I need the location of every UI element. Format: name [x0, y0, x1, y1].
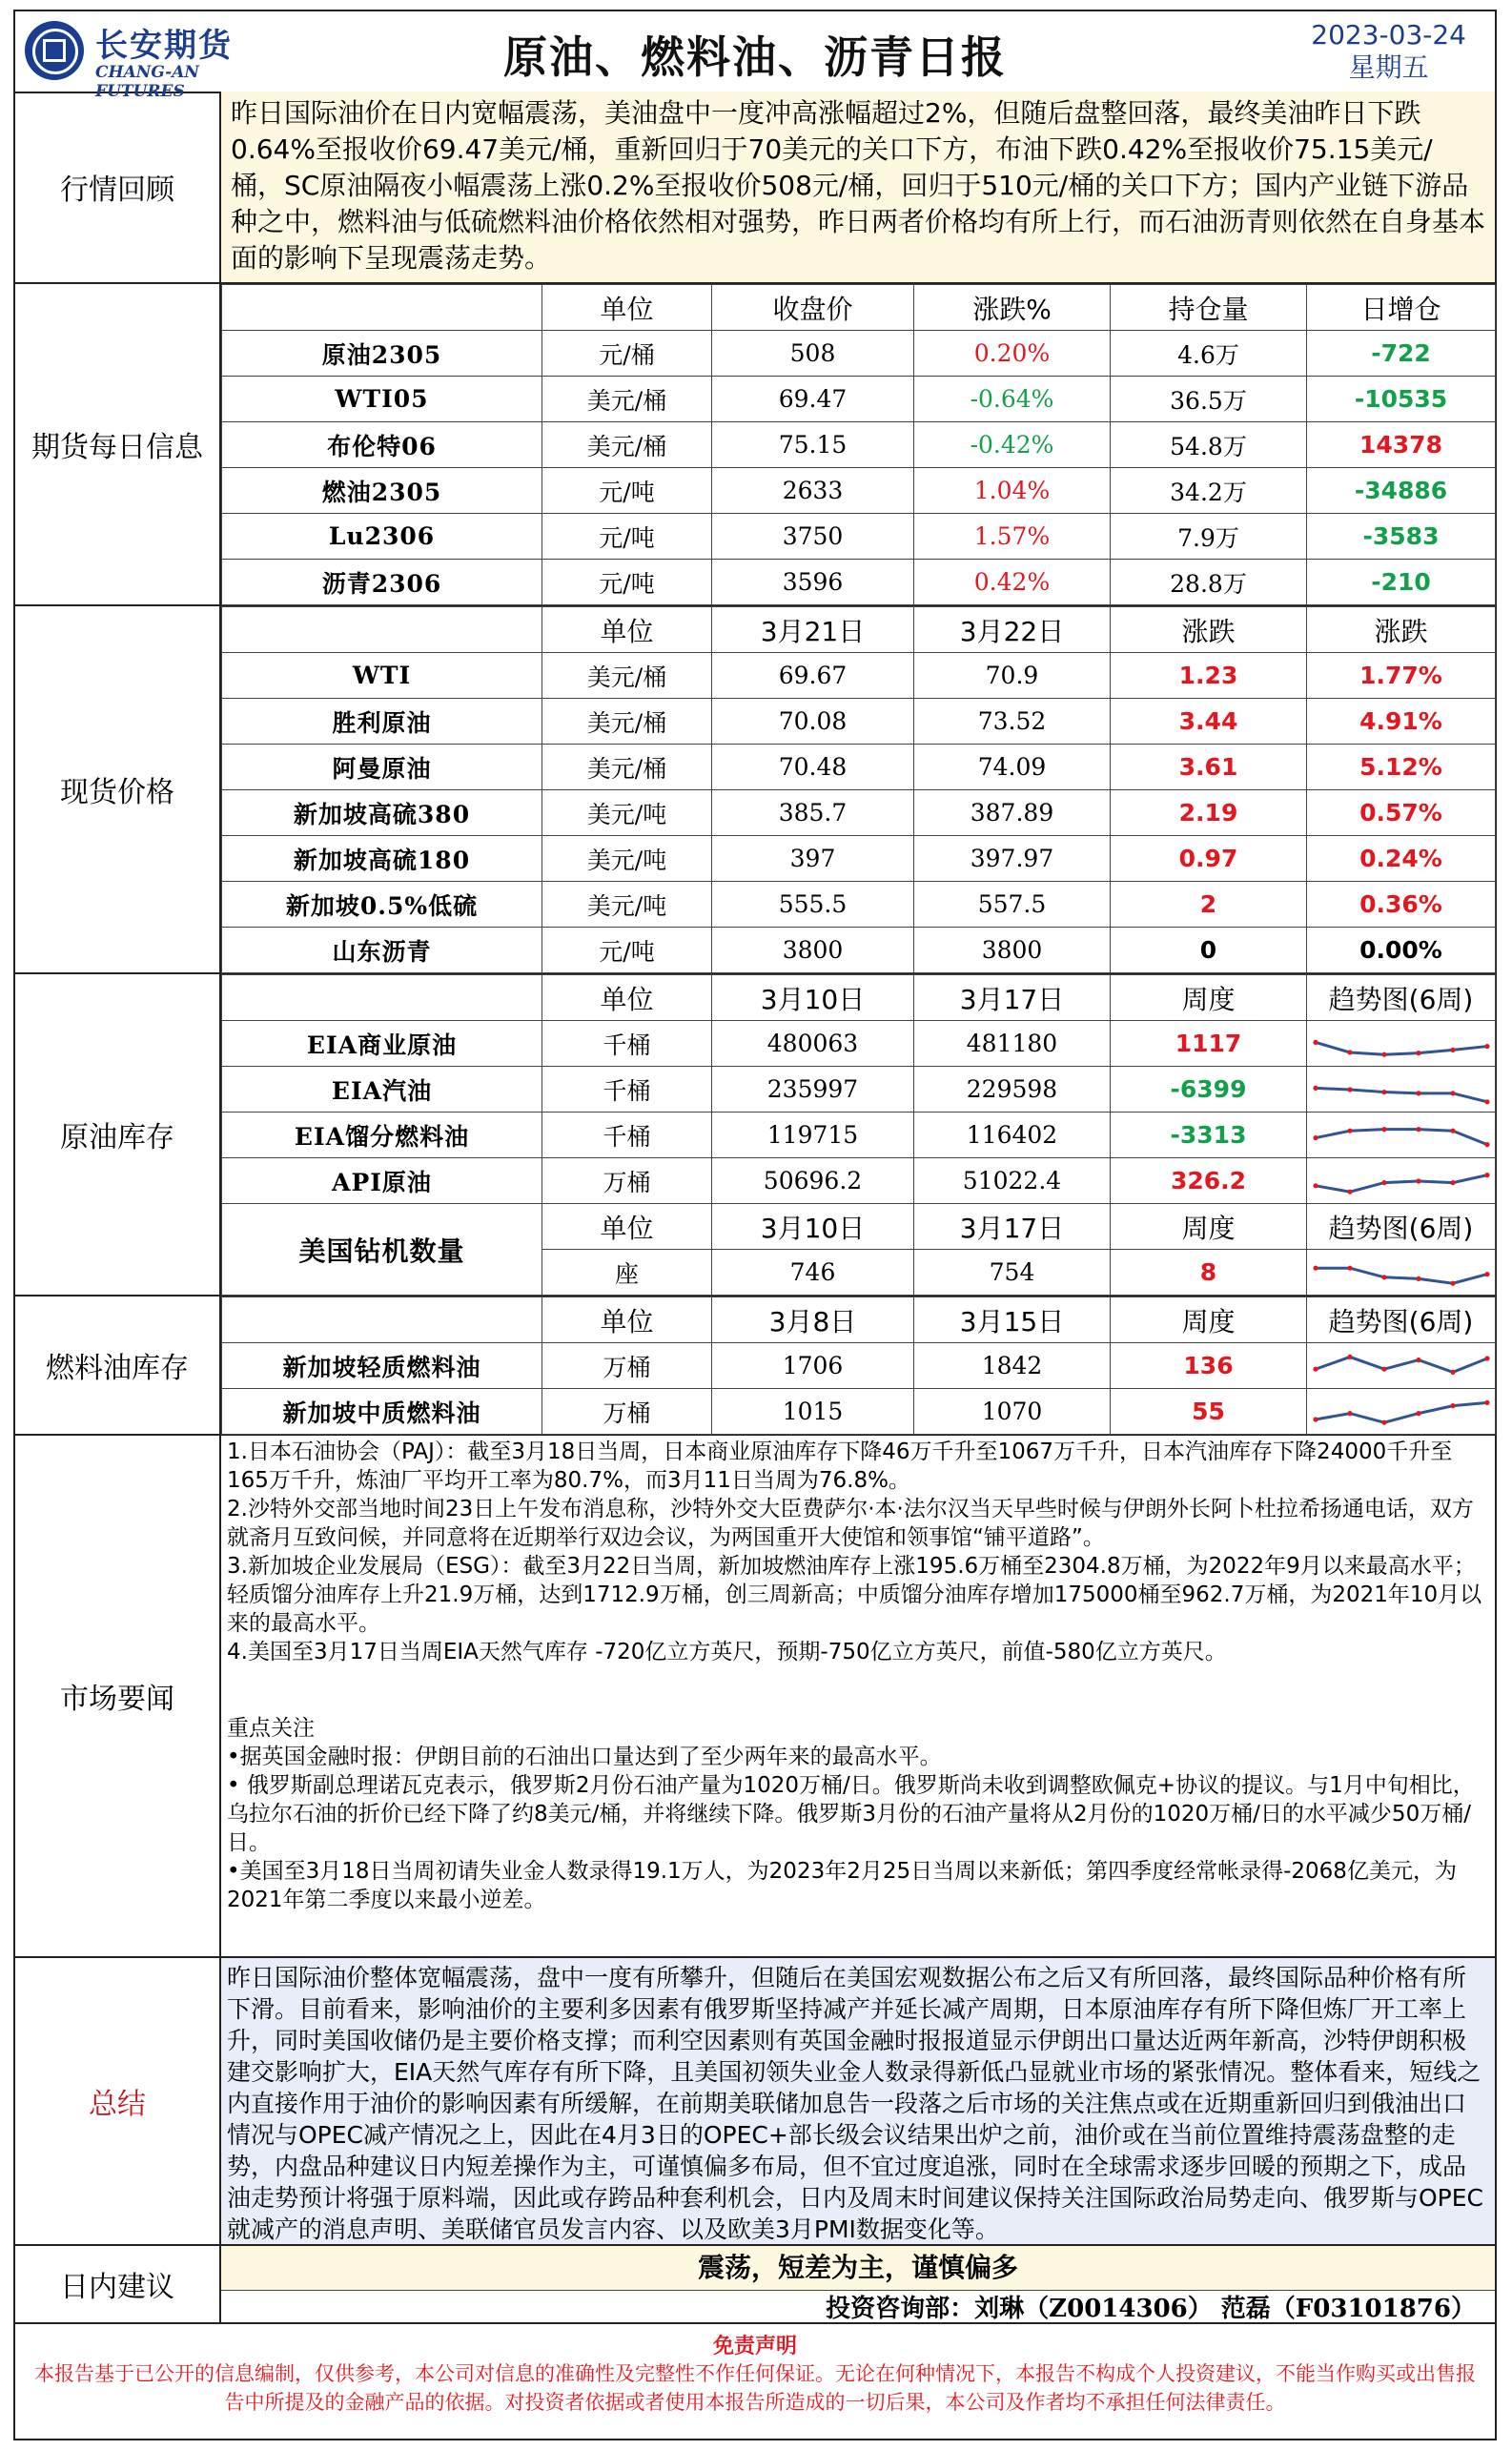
inventory-name: EIA商业原油: [222, 1021, 542, 1067]
column-header: [222, 975, 542, 1021]
header-row: [222, 1297, 1496, 1343]
change-percent: 1.57%: [914, 514, 1111, 560]
column-header: 涨跌: [1111, 607, 1307, 653]
unit-cell: 元/吨: [542, 514, 712, 560]
advice-text: 震荡，短差为主，谨慎偏多: [221, 2246, 1495, 2291]
unit-cell: 座: [542, 1250, 712, 1296]
open-interest: 34.2万: [1111, 468, 1307, 514]
unit-cell: 元/吨: [542, 468, 712, 514]
table-row: [222, 468, 1496, 514]
weekly-change: -3313: [1111, 1113, 1307, 1158]
table-row: [222, 1343, 1496, 1389]
price-change: 2: [1111, 882, 1307, 928]
unit-cell: 万桶: [542, 1343, 712, 1389]
section-news: [15, 1436, 1495, 1958]
trend-cell: [1307, 1113, 1496, 1158]
review-text: 昨日国际油价在日内宽幅震荡，美油盘中一度冲高涨幅超过2%，但随后盘整回落，最终美油昨日下跌0.64%至报收价69.47美元/桶，重新回归于70美元的关口下方，布油下跌0.42%至报收价75.15美元/桶，SC原油隔夜小幅震荡上涨0.2%至报收价508元/桶，回归于510元/桶的关口下方；国内产业链下游品种之中，燃料油与低硫燃料油价格依然相对强势，昨日两者价格均有所上行，而石油沥青则依然在自身基本面的影响下呈现震荡走势。: [221, 92, 1495, 282]
price-change-percent: 0.00%: [1307, 928, 1496, 973]
inventory-week1: 235997: [712, 1067, 914, 1113]
oi-change: -34886: [1307, 468, 1496, 514]
section-review: [15, 92, 1495, 284]
sparkline-path: [1316, 1088, 1487, 1101]
inventory-week2: 229598: [914, 1067, 1111, 1113]
inventory-week1: 50696.2: [712, 1158, 914, 1204]
sparkline-point: [1484, 1272, 1489, 1276]
futures-label: 期货每日信息: [15, 284, 221, 604]
instrument-name: 原油2305: [222, 331, 542, 377]
inventory-week2: 1070: [914, 1389, 1111, 1435]
oi-change: -722: [1307, 331, 1496, 377]
unit-cell: 美元/吨: [542, 882, 712, 928]
rig-header-row: [222, 1204, 1496, 1250]
table-row: [222, 928, 1496, 973]
column-header: 收盘价: [712, 285, 914, 331]
inventory-week1: 1015: [712, 1389, 914, 1435]
trend-cell: [1307, 1021, 1496, 1067]
spot-name: 胜利原油: [222, 699, 542, 745]
column-header: 周度: [1111, 1297, 1307, 1343]
instrument-name: 燃油2305: [222, 468, 542, 514]
report-title: 原油、燃料油、沥青日报: [503, 31, 1007, 83]
news-item: 4.美国至3月17日当周EIA天然气库存 -720亿立方英尺，预期-750亿立方英尺，前值-580亿立方英尺。: [227, 1640, 1227, 1664]
inventory-name: API原油: [222, 1158, 542, 1204]
sparkline-point: [1416, 1127, 1420, 1132]
sparkline-point: [1313, 1366, 1318, 1371]
oi-change: 14378: [1307, 422, 1496, 468]
review-label: 行情回顾: [15, 92, 221, 282]
inventory-week1: 1706: [712, 1343, 914, 1389]
header-row: [222, 607, 1496, 653]
sparkline-point: [1450, 1091, 1455, 1095]
report-date: [1311, 19, 1466, 84]
column-header: 趋势图(6周): [1307, 1204, 1496, 1250]
column-header: 3月17日: [914, 975, 1111, 1021]
inventory-name: 新加坡轻质燃料油: [222, 1343, 542, 1389]
price-day2: 3800: [914, 928, 1111, 973]
sparkline-point: [1313, 1265, 1318, 1270]
column-header: 单位: [542, 1204, 712, 1250]
sparkline-point: [1484, 1099, 1489, 1104]
column-header: [222, 1297, 542, 1343]
instrument-name: 沥青2306: [222, 560, 542, 605]
price-day1: 70.08: [712, 699, 914, 745]
unit-cell: 美元/桶: [542, 699, 712, 745]
inventory-name: EIA馏分燃料油: [222, 1113, 542, 1158]
table-row: [222, 560, 1496, 605]
consultant-info: 投资咨询部：刘琳（Z0014306） 范磊（F03101876）: [826, 2295, 1476, 2323]
unit-cell: 元/桶: [542, 331, 712, 377]
close-price: 69.47: [712, 377, 914, 422]
trend-cell: [1307, 1158, 1496, 1204]
column-header: 日增仓: [1307, 285, 1496, 331]
sparkline-point: [1347, 1128, 1352, 1133]
spot-name: WTI: [222, 653, 542, 699]
instrument-name: Lu2306: [222, 514, 542, 560]
section-fuel-inventory: [15, 1296, 1495, 1436]
weekly-change: -6399: [1111, 1067, 1307, 1113]
sparkline-point: [1450, 1047, 1455, 1051]
table-row: [222, 1113, 1496, 1158]
crude-inventory-table: [221, 974, 1496, 1296]
column-header: [222, 285, 542, 331]
open-interest: 4.6万: [1111, 331, 1307, 377]
sparkline-point: [1484, 1399, 1489, 1404]
sparkline-point: [1381, 1419, 1386, 1424]
sparkline-point: [1381, 1180, 1386, 1185]
sparkline-point: [1381, 1127, 1386, 1132]
table-row: [222, 836, 1496, 882]
price-day2: 73.52: [914, 699, 1111, 745]
unit-cell: 美元/桶: [542, 422, 712, 468]
sparkline-point: [1347, 1354, 1352, 1358]
price-day2: 70.9: [914, 653, 1111, 699]
logo-text-en: CHANG-AN FUTURES: [95, 63, 199, 101]
unit-cell: 元/吨: [542, 928, 712, 973]
unit-cell: 美元/桶: [542, 653, 712, 699]
price-day1: 69.67: [712, 653, 914, 699]
column-header: 单位: [542, 1297, 712, 1343]
weekly-change: 8: [1111, 1250, 1307, 1296]
trend-cell: [1307, 1389, 1496, 1435]
table-row: [222, 1389, 1496, 1435]
trend-cell: [1307, 1067, 1496, 1113]
fuel-inventory-label: 燃料油库存: [15, 1296, 221, 1434]
price-day1: 397: [712, 836, 914, 882]
spot-name: 阿曼原油: [222, 745, 542, 790]
table-row: [222, 514, 1496, 560]
sparkline-point: [1313, 1134, 1318, 1139]
date-text: 2023-03-24: [1311, 19, 1466, 51]
focus-item: • 俄罗斯副总理诺瓦克表示，俄罗斯2月份石油产量为1020万桶/日。俄罗斯尚未收到调整欧佩克+协议的提议。与1月中旬相比，乌拉尔石油的折价已经下降了约8美元/桶，并将继续下降。俄罗斯3月份的石油产量将从2月份的1020万桶/日的水平减少50万桶/日。: [227, 1773, 1475, 1855]
oi-change: -10535: [1307, 377, 1496, 422]
column-header: 周度: [1111, 975, 1307, 1021]
sparkline-path: [1316, 1042, 1487, 1054]
price-change-percent: 5.12%: [1307, 745, 1496, 790]
trend-sparkline: [1308, 1345, 1495, 1387]
inventory-name: 新加坡中质燃料油: [222, 1389, 542, 1435]
summary-text: 昨日国际油价整体宽幅震荡，盘中一度有所攀升，但随后在美国宏观数据公布之后又有所回落，最终国际品种价格有所下滑。目前看来，影响油价的主要利多因素有俄罗斯坚持减产并延长减产周期，日本原油库存有所下降但炼厂开工率上升，同时美国收储仍是主要价格支撑；而利空因素则有英国金融时报报道显示伊朗出口量达近两年新高，沙特伊朗积极建交影响扩大，EIA天然气库存有所下降，且美国初领失业金人数录得新低凸显就业市场的紧张情况。整体看来，短线之内直接作用于油价的影响因素有所缓解，在前期美联储加息告一段落之后市场的关注焦点或在近期重新回归到俄油出口情况与OPEC减产情况之上，因此在4月3日的OPEC+部长级会议结果出炉之前，油价或在当前位置维持震荡盘整的走势，内盘品种建议日内短差操作为主，可谨慎偏多布局，但不宜过度追涨，同时在全球需求逐步回暖的预期之下，成品油走势预计将强于原料端，因此或存跨品种套利机会，日内及周末时间建议保持关注国际政治局势走向、俄罗斯与OPEC就减产的消息声明、美联储官员发言内容、以及欧美3月PMI数据变化等。: [221, 1958, 1495, 2244]
news-item: 2.沙特外交部当地时间23日上午发布消息称，沙特外交大臣费萨尔·本·法尔汉当天早些时候与伊朗外长阿卜杜拉希扬通电话，双方就斋月互致问候，并同意将在近期举行双边会议，为两国重开大使馆和领事馆“铺平道路”。: [227, 1497, 1474, 1550]
table-row: [222, 653, 1496, 699]
oi-change: -3583: [1307, 514, 1496, 560]
table-row: [222, 790, 1496, 836]
sparkline-point: [1381, 1051, 1386, 1056]
news-content: [221, 1436, 1495, 1956]
price-change: 2.19: [1111, 790, 1307, 836]
sparkline-point: [1450, 1128, 1455, 1133]
inventory-week2: 1842: [914, 1343, 1111, 1389]
column-header: [222, 607, 542, 653]
sparkline-point: [1381, 1089, 1386, 1093]
open-interest: 36.5万: [1111, 377, 1307, 422]
open-interest: 7.9万: [1111, 514, 1307, 560]
column-header: 趋势图(6周): [1307, 1297, 1496, 1343]
sparkline-point: [1416, 1178, 1420, 1183]
focus-title: 重点关注: [227, 1716, 315, 1741]
section-crude-inventory: [15, 974, 1495, 1296]
change-percent: 0.20%: [914, 331, 1111, 377]
summary-label: 总结: [15, 1958, 221, 2244]
spot-label: 现货价格: [15, 606, 221, 972]
sparkline-path: [1316, 1129, 1487, 1144]
oi-change: -210: [1307, 560, 1496, 605]
table-row: [222, 1158, 1496, 1204]
sparkline-point: [1416, 1276, 1420, 1280]
section-summary: [15, 1958, 1495, 2246]
unit-cell: 元/吨: [542, 560, 712, 605]
news-spacer: [227, 1666, 1489, 1714]
column-header: 3月17日: [914, 1204, 1111, 1250]
disclaimer-text: 本报告基于已公开的信息编制，仅供参考，本公司对信息的准确性及完整性不作任何保证。无论在何种情况下，本报告不构成个人投资建议，不能当作购买或出售报告中所提及的金融产品的依据。对投资者依据或者使用本报告所造成的一切后果，本公司及作者均不承担任何法律责任。: [34, 2362, 1476, 2414]
report-header: [15, 11, 1495, 101]
close-price: 3750: [712, 514, 914, 560]
table-row: [222, 331, 1496, 377]
spot-name: 新加坡高硫380: [222, 790, 542, 836]
table-row: [222, 377, 1496, 422]
sparkline-point: [1484, 1043, 1489, 1048]
sparkline-point: [1313, 1417, 1318, 1421]
price-day2: 397.97: [914, 836, 1111, 882]
sparkline-point: [1450, 1280, 1455, 1285]
column-header: 趋势图(6周): [1307, 975, 1496, 1021]
column-header: 3月15日: [914, 1297, 1111, 1343]
sparkline-point: [1416, 1411, 1420, 1416]
rig-week1: 746: [712, 1250, 914, 1296]
table-row: [222, 422, 1496, 468]
column-header: 3月10日: [712, 1204, 914, 1250]
column-header: 3月8日: [712, 1297, 914, 1343]
unit-cell: 千桶: [542, 1113, 712, 1158]
news-item: 1.日本石油协会（PAJ）：截至3月18日当周，日本商业原油库存下降46万千升至1067万千升，日本汽油库存下降24000千升至165万千升，炼油厂平均开工率为80.7%，而3月11日当周为76.8%。: [227, 1439, 1453, 1493]
sparkline-point: [1381, 1275, 1386, 1279]
sparkline-path: [1316, 1268, 1487, 1283]
inventory-week2: 481180: [914, 1021, 1111, 1067]
futures-table: [221, 284, 1496, 605]
focus-item: •据英国金融时报：伊朗目前的石油出口量达到了至少两年来的最高水平。: [227, 1745, 942, 1769]
change-percent: 1.04%: [914, 468, 1111, 514]
header-row: [222, 975, 1496, 1021]
column-header: 涨跌: [1307, 607, 1496, 653]
sparkline-point: [1484, 1173, 1489, 1177]
weekly-change: 326.2: [1111, 1158, 1307, 1204]
disclaimer-title: 免责声明: [712, 2335, 797, 2358]
report-frame: [13, 10, 1497, 2440]
table-row: [222, 745, 1496, 790]
weekly-change: 136: [1111, 1343, 1307, 1389]
sparkline-point: [1313, 1039, 1318, 1044]
unit-cell: 千桶: [542, 1067, 712, 1113]
sparkline-point: [1416, 1358, 1420, 1362]
sparkline-point: [1484, 1142, 1489, 1147]
sparkline-point: [1484, 1356, 1489, 1360]
inventory-week2: 116402: [914, 1113, 1111, 1158]
unit-cell: 美元/吨: [542, 836, 712, 882]
column-header: 涨跌%: [914, 285, 1111, 331]
sparkline-point: [1313, 1085, 1318, 1090]
sparkline-point: [1381, 1366, 1386, 1371]
sparkline-path: [1316, 1357, 1487, 1372]
unit-cell: 万桶: [542, 1389, 712, 1435]
sparkline-point: [1347, 1265, 1352, 1270]
unit-cell: 万桶: [542, 1158, 712, 1204]
spot-name: 山东沥青: [222, 928, 542, 973]
change-percent: -0.42%: [914, 422, 1111, 468]
news-label: 市场要闻: [15, 1436, 221, 1956]
table-row: [222, 1021, 1496, 1067]
column-header: 3月22日: [914, 607, 1111, 653]
price-day1: 555.5: [712, 882, 914, 928]
sparkline-point: [1450, 1369, 1455, 1374]
weekly-change: 55: [1111, 1389, 1307, 1435]
rig-week2: 754: [914, 1250, 1111, 1296]
price-change-percent: 0.36%: [1307, 882, 1496, 928]
column-header: 周度: [1111, 1204, 1307, 1250]
rig-count-name: 美国钻机数量: [222, 1204, 542, 1296]
weekly-change: 1117: [1111, 1021, 1307, 1067]
sparkline-point: [1450, 1180, 1455, 1185]
table-row: [222, 1067, 1496, 1113]
price-change: 0: [1111, 928, 1307, 973]
sparkline-path: [1316, 1402, 1487, 1422]
price-change: 0.97: [1111, 836, 1307, 882]
sparkline-point: [1347, 1411, 1352, 1416]
open-interest: 28.8万: [1111, 560, 1307, 605]
disclaimer: [15, 2324, 1495, 2439]
price-change-percent: 0.24%: [1307, 836, 1496, 882]
weekday-text: 星期五: [1348, 51, 1429, 83]
price-day1: 3800: [712, 928, 914, 973]
change-percent: -0.64%: [914, 377, 1111, 422]
price-day1: 385.7: [712, 790, 914, 836]
close-price: 75.15: [712, 422, 914, 468]
price-day2: 557.5: [914, 882, 1111, 928]
trend-cell: [1307, 1343, 1496, 1389]
trend-cell: [1307, 1250, 1496, 1296]
price-change-percent: 0.57%: [1307, 790, 1496, 836]
column-header: 3月10日: [712, 975, 914, 1021]
trend-sparkline: [1308, 1069, 1495, 1111]
price-change: 3.44: [1111, 699, 1307, 745]
unit-cell: 美元/桶: [542, 745, 712, 790]
inventory-week1: 119715: [712, 1113, 914, 1158]
price-day2: 387.89: [914, 790, 1111, 836]
unit-cell: 千桶: [542, 1021, 712, 1067]
sparkline-point: [1450, 1403, 1455, 1408]
sparkline-path: [1316, 1174, 1487, 1192]
sparkline-point: [1347, 1189, 1352, 1194]
price-day2: 74.09: [914, 745, 1111, 790]
news-item: 3.新加坡企业发展局（ESG）：截至3月22日当周，新加坡燃油库存上涨195.6万桶至2304.8万桶，为2022年9月以来最高水平；轻质馏分油库存上升21.9万桶，达到1712.9万桶，创三周新高；中质馏分油库存增加175000桶至962.7万桶，为2021年10月以来的最高水平。: [227, 1554, 1482, 1636]
header-row: [222, 285, 1496, 331]
sparkline-point: [1416, 1091, 1420, 1095]
trend-sparkline: [1308, 1391, 1495, 1433]
sparkline-point: [1347, 1050, 1352, 1054]
logo-text-cn: 长安期货: [95, 27, 233, 65]
section-spot: [15, 606, 1495, 974]
price-change: 3.61: [1111, 745, 1307, 790]
crude-inventory-label: 原油库存: [15, 974, 221, 1295]
change-percent: 0.42%: [914, 560, 1111, 605]
section-futures: [15, 284, 1495, 606]
column-header: 单位: [542, 975, 712, 1021]
table-row: [222, 699, 1496, 745]
trend-sparkline: [1308, 1023, 1495, 1065]
close-price: 2633: [712, 468, 914, 514]
close-price: 508: [712, 331, 914, 377]
instrument-name: 布伦特06: [222, 422, 542, 468]
price-change-percent: 1.77%: [1307, 653, 1496, 699]
advice-label: 日内建议: [15, 2246, 221, 2322]
column-header: 3月21日: [712, 607, 914, 653]
column-header: 单位: [542, 285, 712, 331]
price-day1: 70.48: [712, 745, 914, 790]
price-change-percent: 4.91%: [1307, 699, 1496, 745]
spot-table: [221, 606, 1496, 973]
close-price: 3596: [712, 560, 914, 605]
trend-sparkline: [1308, 1160, 1495, 1202]
fuel-inventory-table: [221, 1296, 1496, 1435]
table-row: [222, 882, 1496, 928]
trend-sparkline: [1308, 1114, 1495, 1156]
column-header: 持仓量: [1111, 285, 1307, 331]
sparkline-point: [1313, 1183, 1318, 1188]
open-interest: 54.8万: [1111, 422, 1307, 468]
section-advice: [15, 2246, 1495, 2324]
spot-name: 新加坡0.5%低硫: [222, 882, 542, 928]
inventory-week2: 51022.4: [914, 1158, 1111, 1204]
inventory-name: EIA汽油: [222, 1067, 542, 1113]
trend-sparkline: [1308, 1252, 1495, 1294]
sparkline-point: [1347, 1087, 1352, 1092]
spot-name: 新加坡高硫180: [222, 836, 542, 882]
column-header: 单位: [542, 607, 712, 653]
price-change: 1.23: [1111, 653, 1307, 699]
inventory-week1: 480063: [712, 1021, 914, 1067]
focus-item: •美国至3月18日当周初请失业金人数录得19.1万人，为2023年2月25日当周以来新低；第四季度经常帐录得-2068亿美元，为2021年第二季度以来最小逆差。: [227, 1859, 1457, 1912]
sparkline-point: [1416, 1051, 1420, 1055]
unit-cell: 美元/桶: [542, 377, 712, 422]
instrument-name: WTI05: [222, 377, 542, 422]
unit-cell: 美元/吨: [542, 790, 712, 836]
